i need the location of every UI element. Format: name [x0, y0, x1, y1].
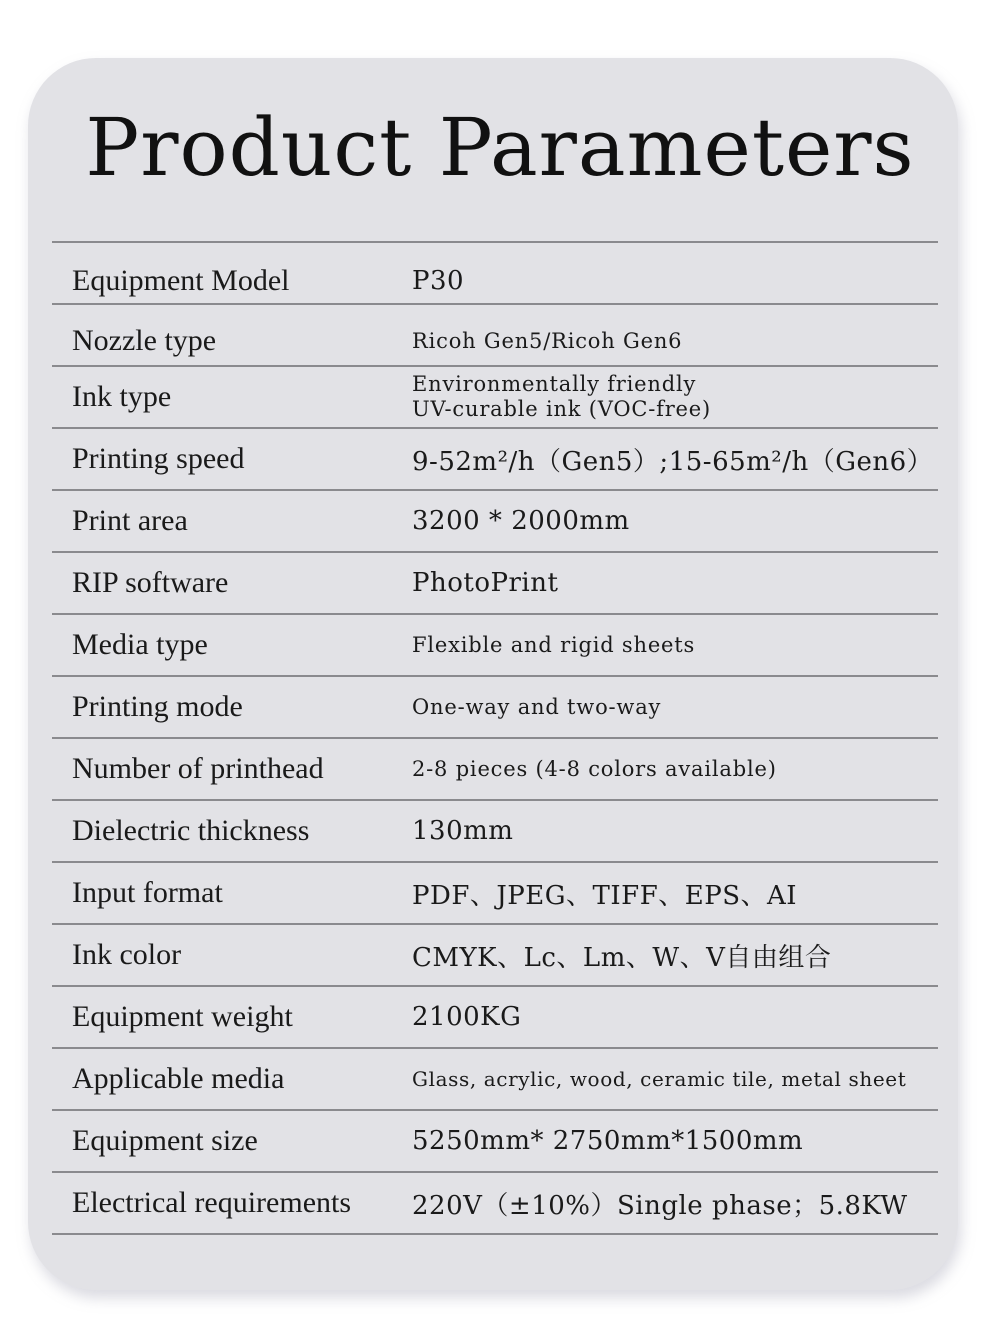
row-value: 9-52m²/h（Gen5）;15-65m²/h（Gen6）	[412, 446, 934, 477]
row-label: Applicable media	[72, 1062, 285, 1095]
row-label: Printing speed	[72, 442, 245, 475]
row-label: Nozzle type	[72, 324, 217, 357]
table-row	[52, 1049, 938, 1111]
table-row	[52, 615, 938, 677]
row-label: Equipment size	[72, 1124, 258, 1157]
row-label: Electrical requirements	[72, 1186, 352, 1219]
row-label: Media type	[72, 628, 208, 661]
table-row	[52, 1173, 938, 1235]
table-row	[52, 243, 938, 305]
row-label: Equipment Model	[72, 264, 290, 297]
row-value: Environmentally friendly UV-curable ink (VOC-free)	[412, 372, 712, 421]
row-value: CMYK、Lc、Lm、W、V自由组合	[412, 942, 832, 973]
row-value: 220V（±10%）Single phase；5.8KW	[412, 1190, 908, 1221]
table-row	[52, 491, 938, 553]
table-row	[52, 677, 938, 739]
table-row	[52, 429, 938, 491]
row-value: P30	[412, 266, 465, 296]
page-title: Product Parameters	[85, 101, 915, 194]
row-value: 5250mm* 2750mm*1500mm	[412, 1126, 804, 1156]
table-row	[52, 553, 938, 615]
row-value: 2100KG	[412, 1002, 522, 1032]
table-row	[52, 863, 938, 925]
row-value: PDF、JPEG、TIFF、EPS、AI	[412, 880, 798, 911]
parameters-table	[52, 241, 938, 1235]
row-label: Number of printhead	[72, 752, 324, 785]
row-label: Ink type	[72, 380, 172, 413]
table-row	[52, 801, 938, 863]
table-row	[52, 739, 938, 801]
row-label: Ink color	[72, 938, 182, 971]
row-value: 130mm	[412, 816, 514, 846]
row-value: PhotoPrint	[412, 568, 559, 598]
table-row	[52, 305, 938, 367]
row-value: Ricoh Gen5/Ricoh Gen6	[412, 329, 683, 353]
row-label: Printing mode	[72, 690, 243, 723]
row-value: One-way and two-way	[412, 695, 662, 719]
table-row	[52, 1111, 938, 1173]
row-label: RIP software	[72, 566, 229, 599]
row-value: Flexible and rigid sheets	[412, 633, 696, 657]
row-value: 3200 * 2000mm	[412, 506, 630, 536]
table-row	[52, 925, 938, 987]
row-value: Glass, acrylic, wood, ceramic tile, metal sheet	[412, 1067, 907, 1091]
row-label: Print area	[72, 504, 188, 537]
table-row	[52, 987, 938, 1049]
row-value: 2-8 pieces (4-8 colors available)	[412, 757, 777, 781]
row-label: Input format	[72, 876, 223, 909]
table-row	[52, 367, 938, 429]
row-label: Equipment weight	[72, 1000, 293, 1033]
row-label: Dielectric thickness	[72, 814, 310, 847]
